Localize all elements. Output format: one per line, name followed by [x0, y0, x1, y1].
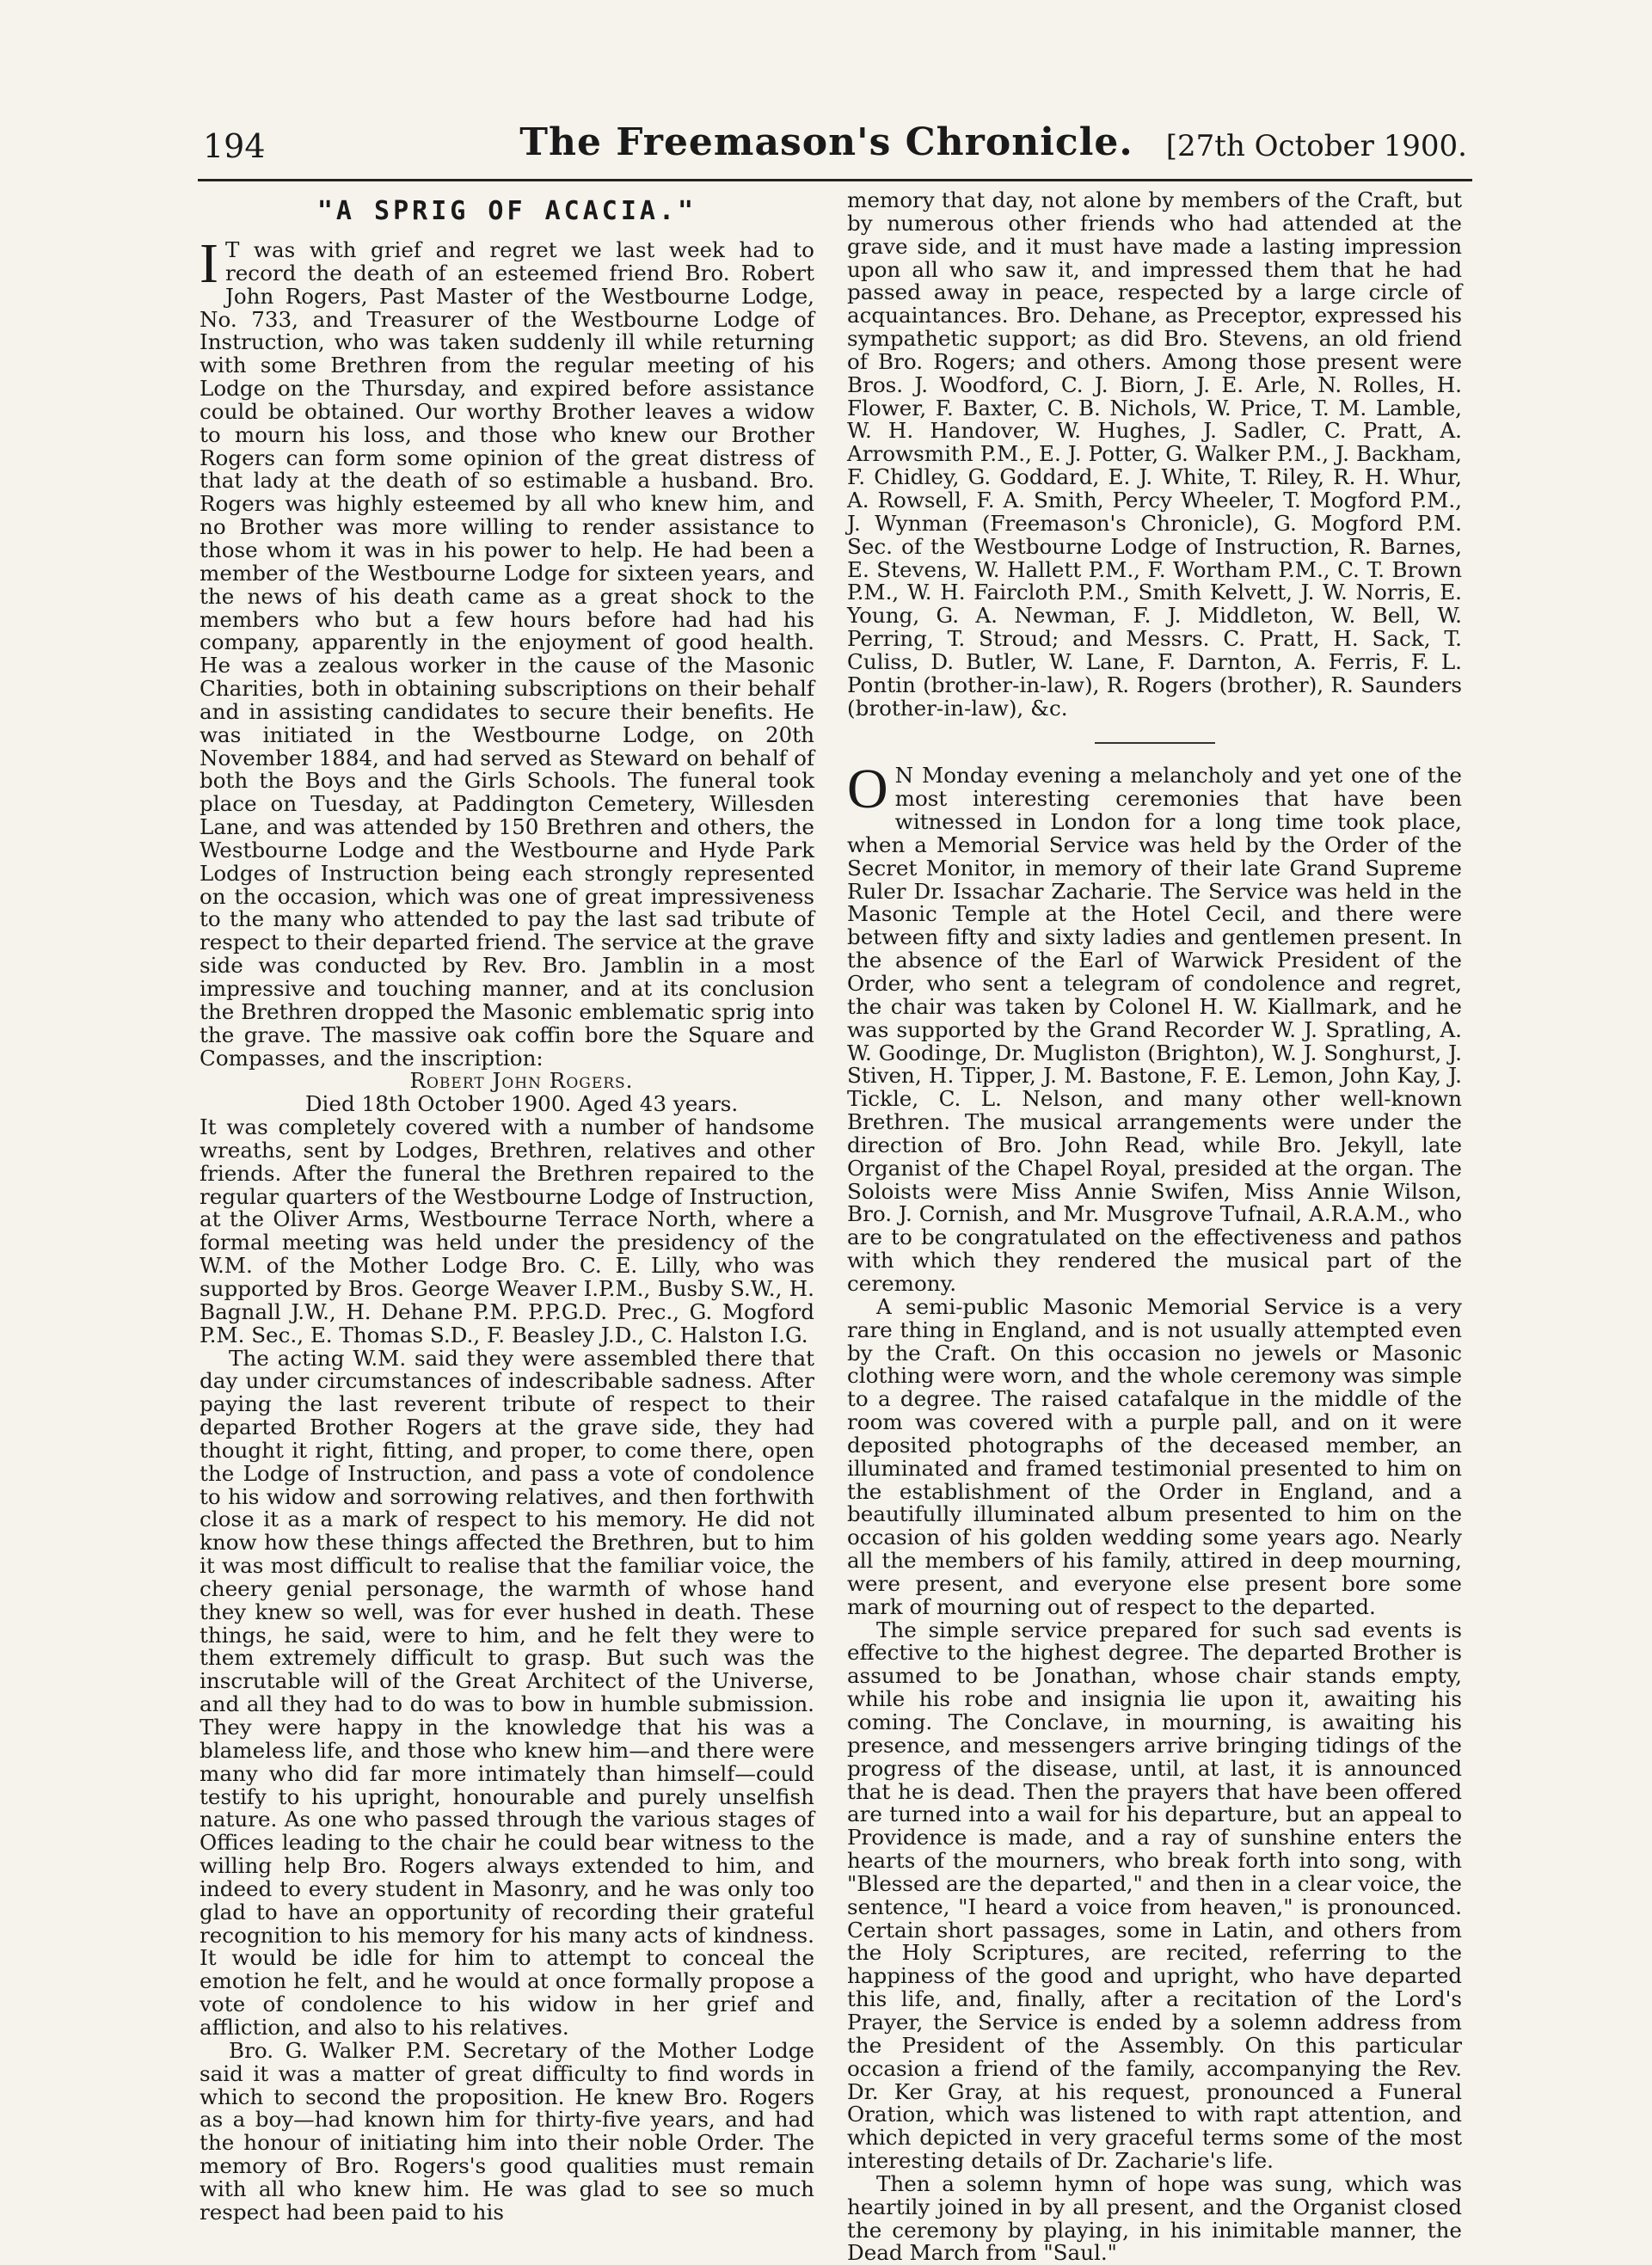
right-column	[847, 189, 1462, 2265]
article-heading: "A SPRIG OF ACACIA."	[316, 196, 697, 226]
article1-paragraph-1	[200, 232, 814, 1071]
masthead	[177, 120, 1476, 169]
article2-paragraph-4: Then a solemn hymn of hope was sung, which was heartily joined in by all present, and the Organist closed the ceremony by playing, in his inimitable manner, the Dead March from "Saul."	[847, 2170, 1462, 2265]
article1-paragraph-4: Bro. G. Walker P.M. Secretary of the Mother Lodge said it was a matter of great difficulty to find words in which to second the proposition. He knew Bro. Rogers as a boy—had known him for thirty-five years, and had the honour of initiating him into their noble Order. The memory of Bro. Rogers's good qualities must remain with all who knew him. He was glad to see so much respect had been paid to his	[200, 2037, 814, 2225]
publication-title: The Freemason's Chronicle.	[519, 120, 1133, 164]
page-number: 194	[203, 127, 266, 165]
inscription-name	[200, 1070, 814, 1093]
issue-date: [27th October 1900.	[1165, 129, 1467, 163]
article2-paragraph-1	[847, 758, 1462, 1296]
drop-cap: O	[847, 758, 888, 821]
article2-paragraph-1-text: N Monday evening a melancholy and yet one of the most interesting ceremonies that have been witnessed in London for a long time took place, when a Memorial Service was held by the Order of the Secret Monitor, in memory of their late Grand Supreme Ruler Dr. Issachar Zacharie. The Service was held in the Masonic Temple at the Hotel Cecil, and there were between fifty and sixty ladies and gentlemen present. In the absence of the Earl of Warwick President of the Order, who sent a telegram of condolence and regret, the chair was taken by Colonel H. W. Kiallmark, and he was supported by the Grand Recorder W. J. Spratling, A. W. Goodinge, Dr. Mugliston (Brighton), W. J. Songhurst, J. Stiven, H. Tipper, J. M. Bastone, F. E. Lemon, John Kay, J. Tickle, C. L. Nelson, and many other well-known Brethren. The musical arrangements were under the direction of Bro. John Read, while Bro. Jekyll, late Organist of the Chapel Royal, presided at the organ. The Soloists were Miss Annie Swifen, Miss Annie Wilson, Bro. J. Cornish, and Mr. Musgrove Tufnail, A.R.A.M., who are to be congratulated on the effectiveness and pathos with which they rendered the musical part of the ceremony.	[847, 763, 1462, 1296]
section-divider	[1095, 742, 1215, 744]
article2-paragraph-3: The simple service prepared for such sad events is effective to the highest degree. The departed Brother is assumed to be Jonathan, whose chair stands empty, while his robe and insignia lie upon it, awaiting his coming. The Conclave, in mourning, is awaiting his presence, and messengers arrive bringing tidings of the progress of the disease, until, at last, it is announced that he is dead. Then the prayers that have been offered are turned into a wail for his departure, but an appeal to Providence is made, and a ray of sunshine enters the hearts of the mourners, who break forth into song, with "Blessed are the departed," and then in a clear voice, the sentence, "I heard a voice from heaven," is pronounced. Certain short passages, some in Latin, and others from the Holy Scriptures, are recited, referring to the happiness of the good and upright, who have departed this life, and, finally, after a recitation of the Lord's Prayer, the Service is ended by a solemn address from the President of the Assembly. On this particular occasion a friend of the family, accompanying the Rev. Dr. Ker Gray, at his request, pronounced a Funeral Oration, which was listened to with rapt attention, and which depicted in very graceful terms some of the most interesting details of Dr. Zacharie's life.	[847, 1617, 1462, 2174]
drop-cap: I	[200, 232, 218, 295]
header-rule	[198, 179, 1472, 181]
article1-paragraph-5: memory that day, not alone by members of the Craft, but by numerous other friends who had attended at the grave side, and it must have made a lasting impression upon all who saw it, and impressed them that he had passed away in peace, respected by a large circle of acquaintances. Bro. Dehane, as Preceptor, expressed his sympathetic support; as did Bro. Stevens, an old friend of Bro. Rogers; and others. Among those present were Bros. J. Woodford, C. J. Biorn, J. E. Arle, N. Rolles, H. Flower, F. Baxter, C. B. Nichols, W. Price, T. M. Lamble, W. H. Handover, W. Hughes, J. Sadler, C. Pratt, A. Arrowsmith P.M., E. J. Potter, G. Walker P.M., J. Backham, F. Chidley, G. Goddard, E. J. White, T. Riley, R. H. Whur, A. Rowsell, F. A. Smith, Percy Wheeler, T. Mogford P.M., J. Wynman (Freemason's Chronicle), G. Mogford P.M. Sec. of the Westbourne Lodge of Instruction, R. Barnes, E. Stevens, W. Hallett P.M., F. Wortham P.M., C. T. Brown P.M., W. H. Faircloth P.M., Smith Kelvett, J. W. Norris, E. Young, G. A. Newman, F. J. Middleton, W. Bell, W. Perring, T. Stroud; and Messrs. C. Pratt, H. Sack, T. Culiss, D. Butler, W. Lane, F. Darnton, A. Ferris, F. L. Pontin (brother-in-law), R. Rogers (brother), R. Saunders (brother-in-law), &c.	[847, 187, 1462, 721]
article1-paragraph-2: It was completely covered with a number of handsome wreaths, sent by Lodges, Brethren, relatives and other friends. After the funeral the Brethren repaired to the regular quarters of the Westbourne Lodge of Instruction, at the Oliver Arms, Westbourne Terrace North, where a formal meeting was held under the presidency of the W.M. of the Mother Lodge Bro. C. E. Lilly, who was supported by Bros. George Weaver I.P.M., Busby S.W., H. Bagnall J.W., H. Dehane P.M. P.P.G.D. Prec., G. Mogford P.M. Sec., E. Thomas S.D., F. Beasley J.D., C. Halston I.G.	[200, 1114, 814, 1347]
left-column	[200, 189, 814, 2225]
article2-paragraph-2: A semi-public Masonic Memorial Service is a very rare thing in England, and is not usually attempted even by the Craft. On this occasion no jewels or Masonic clothing were worn, and the whole ceremony was simple to a degree. The raised catafalque in the middle of the room was covered with a purple pall, and on it were deposited photographs of the deceased member, an illuminated and framed testimonial presented to him on the establishment of the Order in England, and a beautifully illuminated album presented to him on the occasion of his golden wedding some years ago. Nearly all the members of his family, attired in deep mourning, were present, and everyone else present bore some mark of mourning out of respect to the departed.	[847, 1293, 1462, 1619]
article1-paragraph-3: The acting W.M. said they were assembled there that day under circumstances of indescribable sadness. After paying the last reverent tribute of respect to their departed Brother Rogers at the grave side, they had thought it right, fitting, and proper, to come there, open the Lodge of Instruction, and pass a vote of condolence to his widow and sorrowing relatives, and then forthwith close it as a mark of respect to his memory. He did not know how these things affected the Brethren, but to him it was most difficult to realise that the familiar voice, the cheery genial personage, the warmth of whose hand they knew so well, was for ever hushed in death. These things, he said, were to him, and he felt they were to them extremely difficult to grasp. But such was the inscrutable will of the Great Architect of the Universe, and all they had to do was to bow in humble submission. They were happy in the knowledge that his was a blameless life, and those who knew him—and there were many who did far more intimately than himself—could testify to his upright, honourable and purely unselfish nature. As one who passed through the various stages of Offices leading to the chair he could bear witness to the willing help Bro. Rogers always extended to him, and indeed to every student in Masonry, and he was only too glad to have an opportunity of recording their grateful recognition to his memory for his many acts of kindness. It would be idle for him to attempt to conceal the emotion he felt, and he would at once formally propose a vote of condolence to his widow in her grief and affliction, and also to his relatives.	[200, 1345, 814, 2040]
article1-paragraph-1-text: T was with grief and regret we last week had to record the death of an esteemed friend Bro. Robert John Rogers, Past Master of the Westbourne Lodge, No. 733, and Treasurer of the Westbourne Lodge of Instruction, who was taken suddenly ill while returning with some Brethren from the regular meeting of his Lodge on the Thursday, and expired before assistance could be obtained. Our worthy Brother leaves a widow to mourn his loss, and those who knew our Brother Rogers can form some opinion of the great distress of that lady at the death of so estimable a husband. Bro. Rogers was highly esteemed by all who knew him, and no Brother was more willing to render assistance to those whom it was in his power to help. He had been a member of the Westbourne Lodge for sixteen years, and the news of his death came as a great shock to the members who but a few hours before had had his company, apparently in the enjoyment of good health. He was a zealous worker in the cause of the Masonic Charities, both in obtaining subscriptions on their behalf and in assisting candidates to secure their benefits. He was initiated in the Westbourne Lodge, on 20th November 1884, and had served as Steward on behalf of both the Boys and the Girls Schools. The funeral took place on Tuesday, at Paddington Cemetery, Willesden Lane, and was attended by 150 Brethren and others, the Westbourne Lodge and the Westbourne and Hyde Park Lodges of Instruction being each strongly represented on the occasion, which was one of great impressiveness to the many who attended to pay the last sad tribute of respect to their departed friend. The service at the grave side was conducted by Rev. Bro. Jamblin in a most impressive and touching manner, and at its conclusion the Brethren dropped the Masonic emblematic sprig into the grave. The massive oak coffin bore the Square and Compasses, and the inscription:	[200, 237, 814, 1071]
inscription-died: Died 18th October 1900. Aged 43 years.	[304, 1091, 739, 1117]
inscription-name-text: Robert John Rogers.	[409, 1068, 634, 1094]
